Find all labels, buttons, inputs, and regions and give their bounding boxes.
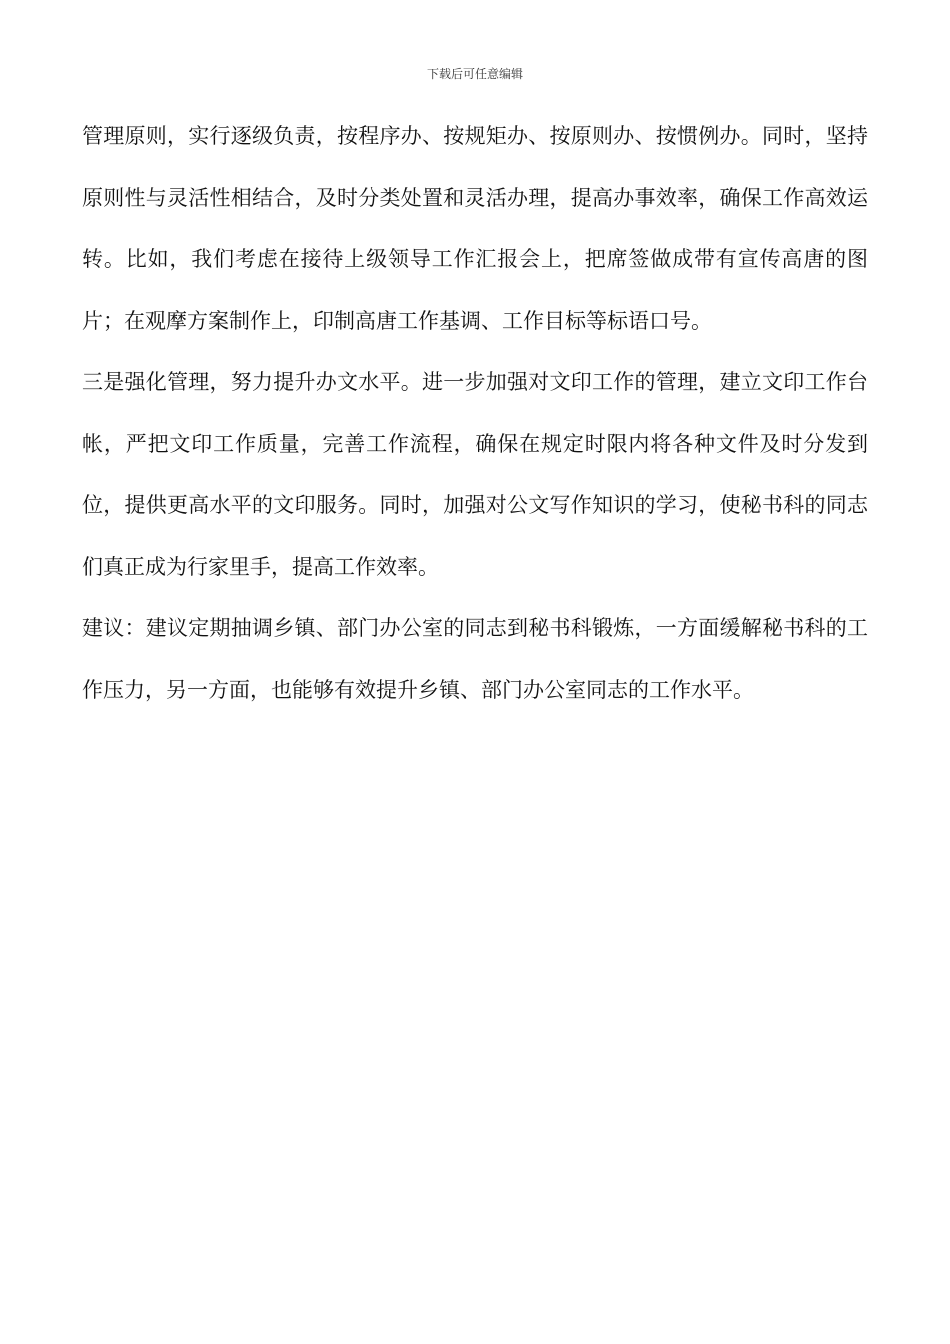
paragraph-suggestion: 建议：建议定期抽调乡镇、部门办公室的同志到秘书科锻炼，一方面缓解秘书科的工作压力，另一方面，也能够有效提升乡镇、部门办公室同志的工作水平。 [82, 616, 868, 702]
paragraph-strengthen-management: 三是强化管理，努力提升办文水平。进一步加强对文印工作的管理，建立文印工作台帐，严把文印工作质量，完善工作流程，确保在规定时限内将各种文件及时分发到位，提供更高水平的文印服务。同时，加强对公文写作知识的学习，使秘书科的同志们真正成为行家里手，提高工作效率。 [82, 370, 868, 579]
page-header: 下载后可任意编辑 [426, 67, 523, 81]
paragraph-management-principles: 管理原则，实行逐级负责，按程序办、按规矩办、按原则办、按惯例办。同时，坚持原则性与灵活性相结合，及时分类处置和灵活办理，提高办事效率，确保工作高效运转。比如，我们考虑在接待上级领导工作汇报会上，把席签做成带有宣传高唐的图片；在观摩方案制作上，印制高唐工作基调、工作目标等标语口号。 [82, 124, 868, 333]
document-body [82, 106, 868, 721]
